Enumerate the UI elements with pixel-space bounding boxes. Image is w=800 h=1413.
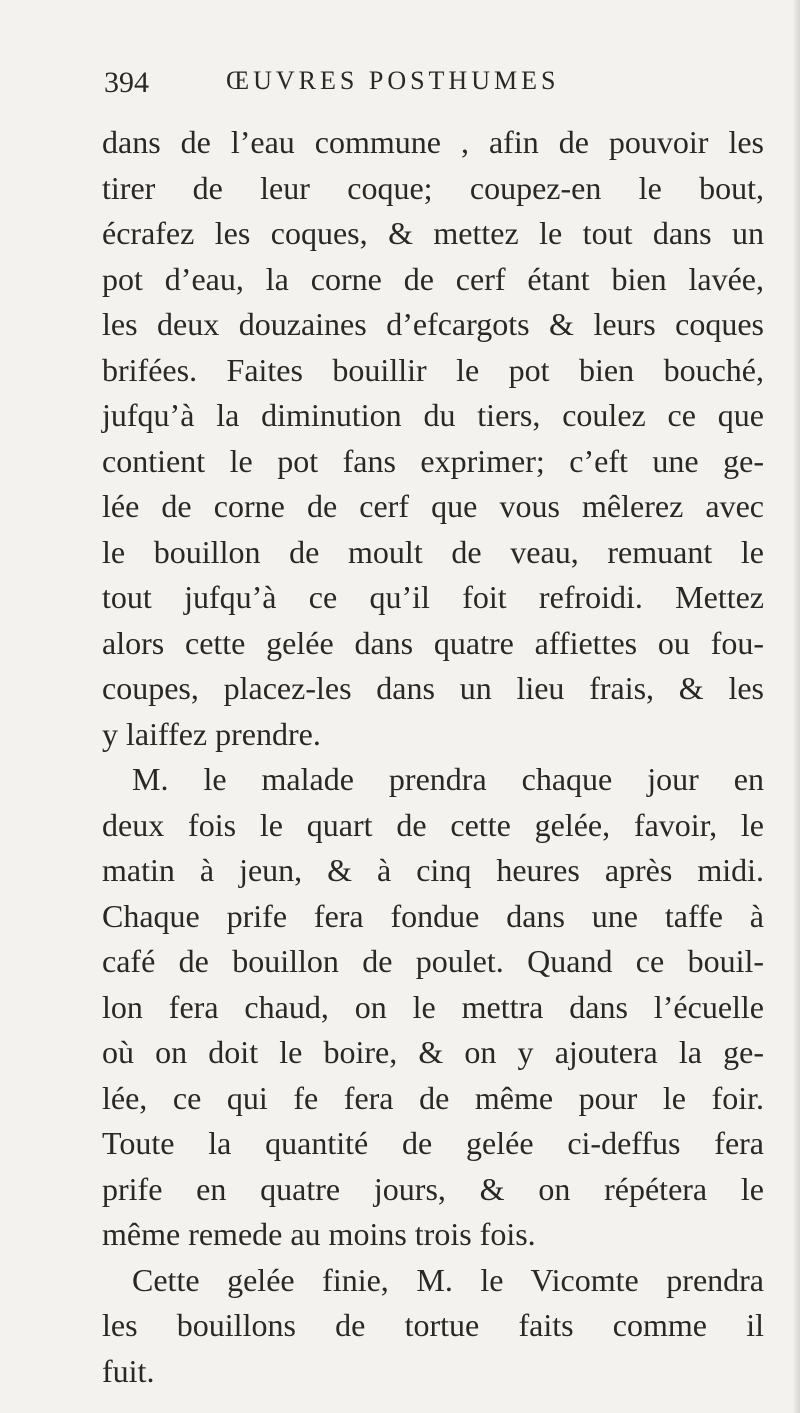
text-line: café de bouillon de poulet. Quand ce bouil-: [102, 943, 764, 979]
running-header: [104, 66, 744, 106]
text-line: M. le malade prendra chaque jour en: [132, 761, 764, 797]
text-line: fuit.: [102, 1352, 155, 1389]
text-line: les bouillons de tortue faits comme il: [102, 1307, 764, 1343]
text-line: Cette gelée finie, M. le Vicomte prendra: [132, 1261, 764, 1298]
body-text: [102, 120, 764, 1394]
text-line: tout jufqu’à ce qu’il foit refroidi. Mettez: [102, 579, 764, 615]
text-line: contient le pot fans exprimer; c’eft une ge-: [102, 442, 764, 479]
text-line: tirer de leur coque; coupez-en le bout,: [102, 169, 764, 206]
text-line: le bouillon de moult de veau, remuant le: [102, 533, 764, 570]
running-title: ŒUVRES POSTHUMES: [226, 66, 560, 95]
text-line: Toute la quantité de gelée ci-deffus fera: [102, 1125, 764, 1161]
page-edge: [794, 0, 800, 1413]
text-line: écrafez les coques, & mettez le tout dans un: [102, 215, 764, 251]
text-line: lée, ce qui fe fera de même pour le foir.: [102, 1079, 764, 1116]
text-line: alors cette gelée dans quatre affiettes ou fou-: [102, 624, 764, 661]
text-line: matin à jeun, & à cinq heures après midi.: [102, 852, 764, 888]
page-number: 394: [104, 66, 149, 99]
text-line: même remede au moins trois fois.: [102, 1216, 536, 1252]
text-line: pot d’eau, la corne de cerf étant bien lavée,: [102, 260, 764, 297]
text-line: dans de l’eau commune , afin de pouvoir les: [102, 124, 764, 160]
text-line: où on doit le boire, & on y ajoutera la ge-: [102, 1034, 764, 1070]
text-line: y laiffez prendre.: [102, 715, 321, 752]
text-line: jufqu’à la diminution du tiers, coulez ce que: [102, 397, 764, 433]
text-line: brifées. Faites bouillir le pot bien bouché,: [102, 351, 764, 388]
text-line: Chaque prife fera fondue dans une taffe à: [102, 897, 764, 934]
text-line: deux fois le quart de cette gelée, favoir, le: [102, 806, 764, 843]
text-line: coupes, placez-les dans un lieu frais, & les: [102, 670, 764, 706]
text-line: prife en quatre jours, & on répétera le: [102, 1170, 764, 1207]
text-line: lon fera chaud, on le mettra dans l’écuelle: [102, 988, 764, 1025]
text-line: les deux douzaines d’efcargots & leurs coques: [102, 306, 764, 342]
text-line: lée de corne de cerf que vous mêlerez avec: [102, 488, 764, 524]
